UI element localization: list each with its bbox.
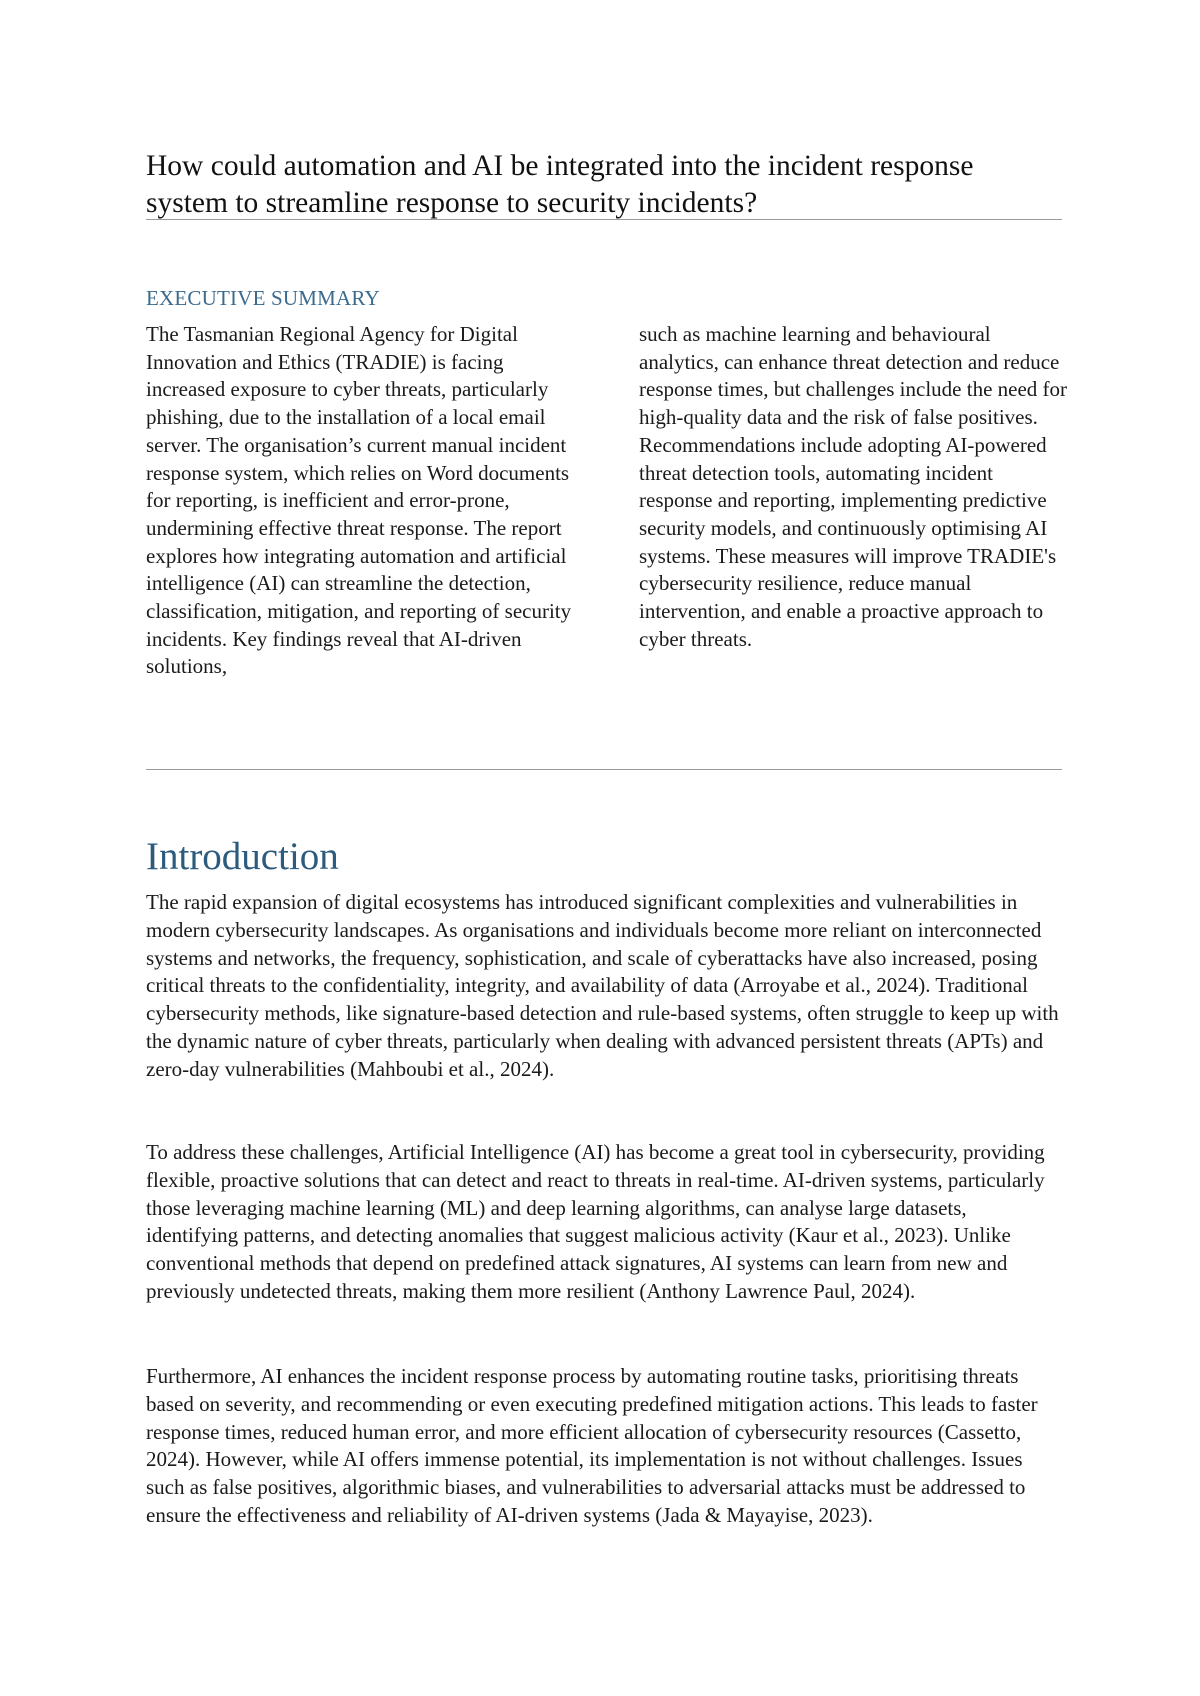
- introduction-paragraph: To address these challenges, Artificial Intelligence (AI) has become a great tool in cybersecurity, providing flexible, proactive solutions that can detect and react to threats in real-time. AI-driven systems, particularly those leveraging machine learning (ML) and deep learning algorithms, can analyse large datasets, identifying patterns, and detecting anomalies that suggest malicious activity (Kaur et al., 2023). Unlike conventional methods that depend on predefined attack signatures, AI systems can learn from new and previously undetected threats, making them more resilient (Anthony Lawrence Paul, 2024).: [146, 1140, 1045, 1303]
- introduction-paragraph: Furthermore, AI enhances the incident response process by automating routine tasks, prioritising threats based on severity, and recommending or even executing predefined mitigation actions. This leads to faster response times, reduced human error, and more efficient allocation of cybersecurity resources (Cassetto, 2024). However, while AI offers immense potential, its implementation is not without challenges. Issues such as false positives, algorithmic biases, and vulnerabilities to adversarial attacks must be addressed to ensure the effectiveness and reliability of AI-driven systems (Jada & Mayayise, 2023).: [146, 1364, 1038, 1527]
- executive-summary-column-left: The Tasmanian Regional Agency for Digital Innovation and Ethics (TRADIE) is facing increased exposure to cyber threats, particularly phishing, due to the installation of a local email server. The organisation’s current manual incident response system, which relies on Word documents for reporting, is inefficient and error-prone, undermining effective threat response. The report explores how integrating automation and artificial intelligence (AI) can streamline the detection, classification, mitigation, and reporting of security incidents. Key findings reveal that AI-driven solutions,: [146, 322, 572, 679]
- summary-divider: [146, 769, 1062, 770]
- executive-summary-heading: EXECUTIVE SUMMARY: [146, 286, 380, 310]
- title-divider: [146, 219, 1062, 220]
- document-title: How could automation and AI be integrated into the incident response system to streamline response to security incidents?: [146, 150, 974, 219]
- executive-summary-column-right: such as machine learning and behavioural analytics, can enhance threat detection and reduce response times, but challenges include the need for high-quality data and the risk of false positives. Recommendations include adopting AI-powered threat detection tools, automating incident response and reporting, implementing predictive security models, and continuously optimising AI systems. These measures will improve TRADIE's cybersecurity resilience, reduce manual intervention, and enable a proactive approach to cyber threats.: [639, 322, 1068, 651]
- introduction-heading: Introduction: [146, 835, 339, 878]
- introduction-paragraph: The rapid expansion of digital ecosystems has introduced significant complexities and vulnerabilities in modern cybersecurity landscapes. As organisations and individuals become more reliant on interconnected systems and networks, the frequency, sophistication, and scale of cyberattacks have also increased, posing critical threats to the confidentiality, integrity, and availability of data (Arroyabe et al., 2024). Traditional cybersecurity methods, like signature-based detection and rule-based systems, often struggle to keep up with the dynamic nature of cyber threats, particularly when dealing with advanced persistent threats (APTs) and zero-day vulnerabilities (Mahboubi et al., 2024).: [146, 890, 1059, 1081]
